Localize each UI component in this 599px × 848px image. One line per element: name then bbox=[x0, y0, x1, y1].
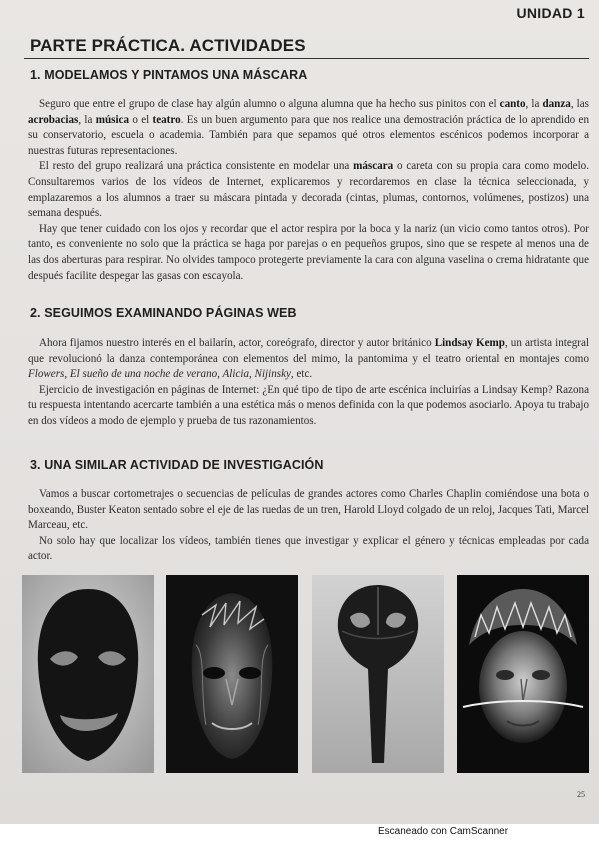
section-3-title: 3. UNA SIMILAR ACTIVIDAD DE INVESTIGACIÓN bbox=[30, 458, 324, 472]
section-3-paragraph-1: Vamos a buscar cortometrajes o secuencias de películas de grandes actores como Charles Chaplin comiéndose una bota o boxeando, Buster Keaton sentado sobre el eje de las ruedas de un tren, Harold Lloyd colgado de un reloj, Jacques Tati, Marcel Marceau, etc. bbox=[28, 488, 589, 532]
title-underline bbox=[24, 58, 589, 59]
mask-photo-2 bbox=[166, 575, 298, 773]
section-1-paragraph-3: Hay que tener cuidado con los ojos y recordar que el actor respira por la boca y la nariz (un vicio como tantos otros). Por tanto, es conveniente no solo que la práctica se haga por parejas o en pequeños grupos, sino que se respete al menos una de las dos aberturas para respirar. No olvides tampoco protegerte previamente la cara con alguna vaselina o crema hidratante que después facilite despegar las gasas con escayola. bbox=[28, 222, 589, 282]
page-title: PARTE PRÁCTICA. ACTIVIDADES bbox=[30, 36, 306, 55]
section-1-body bbox=[28, 97, 589, 284]
section-3-body bbox=[28, 487, 589, 565]
section-2-body bbox=[28, 336, 589, 430]
page-number: 25 bbox=[577, 790, 585, 799]
section-1-paragraph-1: Seguro que entre el grupo de clase hay algún alumno o alguna alumna que ha hecho sus pinitos con el canto, la danza, las acrobacias, la música o el teatro. Es un buen argumento para que nos realice una demostración práctica de lo aprendido en su conservatorio, escuela o academia. También para que sepamos qué otros elementos escénicos podemos incorporar a nuestras futuras representaciones. bbox=[28, 98, 589, 157]
mask-photo-4 bbox=[457, 575, 589, 773]
section-2-paragraph-1: Ahora fijamos nuestro interés en el bailarín, actor, coreógrafo, director y autor británico Lindsay Kemp, un artista integral que revolucionó la danza contemporánea con elementos del mimo, la pantomima y el teatro oriental en montajes como Flowers, El sueño de una noche de verano, Alicia, Nijinsky, etc. bbox=[28, 337, 589, 381]
mask-photo-3 bbox=[312, 575, 444, 773]
section-1-paragraph-2: El resto del grupo realizará una práctica consistente en modelar una máscara o careta con su propia cara como modelo. Consultaremos varios de los vídeos de Internet, explicaremos y recordaremos en clase la técnica seleccionada, y emplazaremos a los alumnos a traer su máscara pintada y decorada (cintas, plumas, contornos, volúmenes, postizos) una semana después. bbox=[28, 160, 589, 220]
section-2-title: 2. SEGUIMOS EXAMINANDO PÁGINAS WEB bbox=[30, 306, 297, 320]
section-2-paragraph-2: Ejercicio de investigación en páginas de Internet: ¿En qué tipo de tipo de arte escénica incluirías a Lindsay Kemp? Razona tu respuesta intentando acercarte también a una estética más o menos definida con la que podemos asociarlo. Apoya tu trabajo en dos vídeos a modo de ejemplo y prueba de tus razonamientos. bbox=[28, 383, 589, 427]
mask-photo-1 bbox=[22, 575, 154, 773]
scanner-watermark: Escaneado con CamScanner bbox=[378, 826, 509, 837]
unit-label: UNIDAD 1 bbox=[516, 5, 585, 21]
section-1-title: 1. MODELAMOS Y PINTAMOS UNA MÁSCARA bbox=[30, 68, 308, 82]
section-3-paragraph-2: No solo hay que localizar los vídeos, también tienes que investigar y explicar el género y técnicas empleadas por cada actor. bbox=[28, 534, 589, 563]
